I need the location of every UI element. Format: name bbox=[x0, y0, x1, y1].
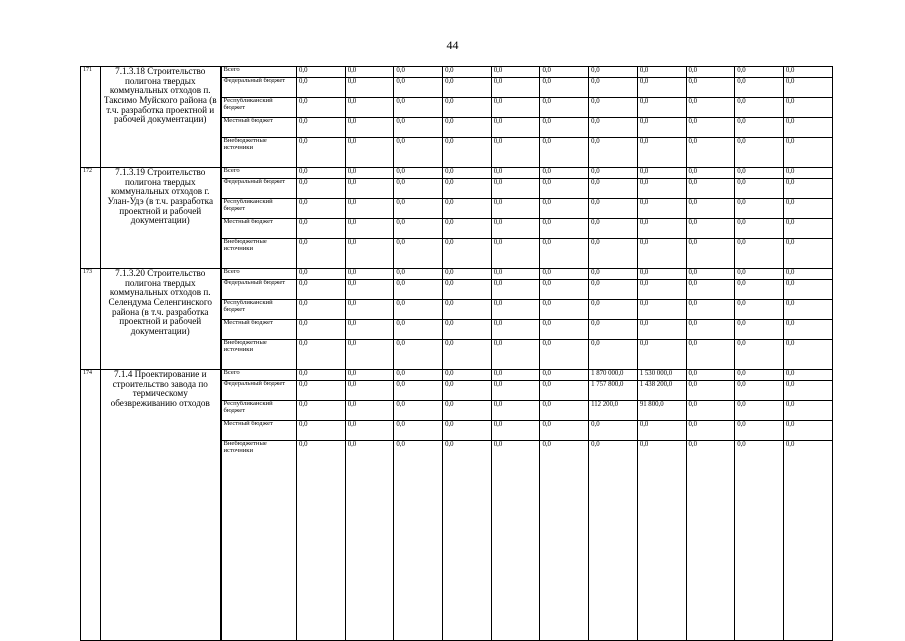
amount-cell: 0,0 bbox=[589, 441, 638, 641]
amount-cell: 0,0 bbox=[735, 168, 784, 179]
amount-cell: 0,0 bbox=[443, 67, 492, 78]
amount-cell: 0,0 bbox=[297, 370, 346, 381]
amount-cell: 0,0 bbox=[394, 179, 443, 199]
amount-cell: 0,0 bbox=[735, 421, 784, 441]
amount-cell: 0,0 bbox=[686, 269, 735, 280]
amount-cell: 0,0 bbox=[783, 118, 832, 138]
amount-cell: 0,0 bbox=[783, 300, 832, 320]
amount-cell: 0,0 bbox=[491, 118, 540, 138]
amount-cell: 0,0 bbox=[735, 78, 784, 98]
amount-cell: 0,0 bbox=[540, 67, 589, 78]
measure-name: 7.1.4 Проектирование и строительство завода по термическому обезвреживанию отходов bbox=[101, 370, 221, 641]
amount-cell: 0,0 bbox=[540, 421, 589, 441]
funding-source: Внебюджетные источники bbox=[221, 138, 297, 168]
amount-cell: 0,0 bbox=[345, 269, 394, 280]
amount-cell: 0,0 bbox=[783, 421, 832, 441]
amount-cell: 0,0 bbox=[783, 98, 832, 118]
amount-cell: 0,0 bbox=[491, 370, 540, 381]
amount-cell: 0,0 bbox=[394, 381, 443, 401]
amount-cell: 0,0 bbox=[297, 421, 346, 441]
amount-cell: 0,0 bbox=[735, 300, 784, 320]
amount-cell: 0,0 bbox=[686, 67, 735, 78]
funding-source: Внебюджетные источники bbox=[221, 340, 297, 370]
amount-cell: 0,0 bbox=[540, 401, 589, 421]
amount-cell: 0,0 bbox=[491, 269, 540, 280]
amount-cell: 0,0 bbox=[735, 199, 784, 219]
amount-cell: 1 438 200,0 bbox=[637, 381, 686, 401]
amount-cell: 0,0 bbox=[783, 340, 832, 370]
amount-cell: 0,0 bbox=[589, 269, 638, 280]
amount-cell: 0,0 bbox=[443, 269, 492, 280]
funding-source: Республиканский бюджет bbox=[221, 300, 297, 320]
amount-cell: 0,0 bbox=[735, 67, 784, 78]
amount-cell: 0,0 bbox=[783, 138, 832, 168]
amount-cell: 0,0 bbox=[589, 280, 638, 300]
measure-name: 7.1.3.20 Строительство полигона твердых коммунальных отходов п. Селендума Селенгинского района (в т.ч. разработка проектной и рабочей документации) bbox=[101, 269, 221, 370]
amount-cell: 0,0 bbox=[686, 441, 735, 641]
amount-cell: 0,0 bbox=[540, 239, 589, 269]
amount-cell: 0,0 bbox=[540, 78, 589, 98]
amount-cell: 0,0 bbox=[540, 340, 589, 370]
amount-cell: 0,0 bbox=[394, 168, 443, 179]
amount-cell: 0,0 bbox=[443, 118, 492, 138]
amount-cell: 0,0 bbox=[637, 441, 686, 641]
amount-cell: 0,0 bbox=[443, 98, 492, 118]
amount-cell: 0,0 bbox=[637, 179, 686, 199]
measure-name: 7.1.3.19 Строительство полигона твердых коммунальных отходов г. Улан-Удэ (в т.ч. разработка проектной и рабочей документации) bbox=[101, 168, 221, 269]
amount-cell: 0,0 bbox=[443, 179, 492, 199]
amount-cell: 0,0 bbox=[394, 199, 443, 219]
amount-cell: 0,0 bbox=[589, 199, 638, 219]
amount-cell: 0,0 bbox=[443, 280, 492, 300]
amount-cell: 0,0 bbox=[297, 138, 346, 168]
amount-cell: 0,0 bbox=[491, 67, 540, 78]
amount-cell: 0,0 bbox=[540, 300, 589, 320]
amount-cell: 0,0 bbox=[394, 320, 443, 340]
amount-cell: 0,0 bbox=[686, 168, 735, 179]
amount-cell: 0,0 bbox=[394, 441, 443, 641]
amount-cell: 0,0 bbox=[783, 280, 832, 300]
amount-cell: 0,0 bbox=[443, 381, 492, 401]
funding-source: Местный бюджет bbox=[221, 320, 297, 340]
funding-source: Внебюджетные источники bbox=[221, 239, 297, 269]
amount-cell: 0,0 bbox=[297, 381, 346, 401]
amount-cell: 0,0 bbox=[443, 320, 492, 340]
amount-cell: 0,0 bbox=[394, 421, 443, 441]
funding-source: Республиканский бюджет bbox=[221, 98, 297, 118]
amount-cell: 0,0 bbox=[783, 168, 832, 179]
measure-name: 7.1.3.18 Строительство полигона твердых коммунальных отходов п. Таксимо Муйского района (в т.ч. разработка проектной и рабочей документации) bbox=[101, 67, 221, 168]
amount-cell: 0,0 bbox=[345, 421, 394, 441]
amount-cell: 0,0 bbox=[491, 300, 540, 320]
budget-table bbox=[80, 66, 833, 641]
amount-cell: 0,0 bbox=[491, 98, 540, 118]
amount-cell: 0,0 bbox=[783, 219, 832, 239]
amount-cell: 0,0 bbox=[394, 401, 443, 421]
amount-cell: 0,0 bbox=[735, 269, 784, 280]
amount-cell: 0,0 bbox=[443, 401, 492, 421]
amount-cell: 0,0 bbox=[345, 370, 394, 381]
amount-cell: 0,0 bbox=[394, 269, 443, 280]
amount-cell: 0,0 bbox=[783, 78, 832, 98]
amount-cell: 0,0 bbox=[589, 300, 638, 320]
row-number: 171 bbox=[81, 67, 101, 168]
amount-cell: 0,0 bbox=[686, 381, 735, 401]
amount-cell: 0,0 bbox=[394, 98, 443, 118]
table-body bbox=[81, 67, 833, 641]
amount-cell: 0,0 bbox=[686, 280, 735, 300]
amount-cell: 0,0 bbox=[443, 199, 492, 219]
funding-source: Федеральный бюджет bbox=[221, 381, 297, 401]
funding-source: Федеральный бюджет bbox=[221, 78, 297, 98]
amount-cell: 0,0 bbox=[783, 179, 832, 199]
amount-cell: 0,0 bbox=[735, 401, 784, 421]
table-row bbox=[81, 168, 833, 179]
amount-cell: 0,0 bbox=[297, 280, 346, 300]
amount-cell: 0,0 bbox=[297, 219, 346, 239]
amount-cell: 0,0 bbox=[637, 239, 686, 269]
amount-cell: 0,0 bbox=[345, 199, 394, 219]
amount-cell: 0,0 bbox=[345, 78, 394, 98]
amount-cell: 0,0 bbox=[540, 370, 589, 381]
amount-cell: 0,0 bbox=[345, 138, 394, 168]
amount-cell: 0,0 bbox=[345, 381, 394, 401]
amount-cell: 0,0 bbox=[394, 219, 443, 239]
amount-cell: 0,0 bbox=[735, 138, 784, 168]
amount-cell: 0,0 bbox=[637, 168, 686, 179]
amount-cell: 0,0 bbox=[589, 98, 638, 118]
amount-cell: 0,0 bbox=[637, 219, 686, 239]
amount-cell: 0,0 bbox=[783, 239, 832, 269]
amount-cell: 0,0 bbox=[491, 441, 540, 641]
amount-cell: 0,0 bbox=[491, 401, 540, 421]
amount-cell: 0,0 bbox=[735, 98, 784, 118]
amount-cell: 0,0 bbox=[686, 179, 735, 199]
amount-cell: 112 200,0 bbox=[589, 401, 638, 421]
amount-cell: 0,0 bbox=[297, 78, 346, 98]
amount-cell: 0,0 bbox=[443, 441, 492, 641]
amount-cell: 0,0 bbox=[589, 67, 638, 78]
amount-cell: 0,0 bbox=[345, 340, 394, 370]
amount-cell: 0,0 bbox=[735, 219, 784, 239]
funding-source: Местный бюджет bbox=[221, 219, 297, 239]
amount-cell: 0,0 bbox=[491, 280, 540, 300]
amount-cell: 0,0 bbox=[297, 441, 346, 641]
amount-cell: 0,0 bbox=[394, 340, 443, 370]
amount-cell: 0,0 bbox=[589, 421, 638, 441]
amount-cell: 0,0 bbox=[686, 401, 735, 421]
amount-cell: 0,0 bbox=[540, 199, 589, 219]
amount-cell: 0,0 bbox=[589, 219, 638, 239]
row-number: 174 bbox=[81, 370, 101, 641]
funding-source: Местный бюджет bbox=[221, 118, 297, 138]
amount-cell: 0,0 bbox=[491, 320, 540, 340]
amount-cell: 0,0 bbox=[589, 179, 638, 199]
funding-source: Всего bbox=[221, 370, 297, 381]
amount-cell: 0,0 bbox=[686, 340, 735, 370]
funding-source: Всего bbox=[221, 269, 297, 280]
amount-cell: 0,0 bbox=[735, 280, 784, 300]
table-row bbox=[81, 269, 833, 280]
amount-cell: 0,0 bbox=[394, 78, 443, 98]
amount-cell: 0,0 bbox=[686, 239, 735, 269]
amount-cell: 0,0 bbox=[297, 67, 346, 78]
amount-cell: 0,0 bbox=[394, 370, 443, 381]
amount-cell: 0,0 bbox=[783, 441, 832, 641]
amount-cell: 0,0 bbox=[540, 168, 589, 179]
amount-cell: 0,0 bbox=[589, 78, 638, 98]
amount-cell: 0,0 bbox=[637, 199, 686, 219]
amount-cell: 0,0 bbox=[686, 219, 735, 239]
amount-cell: 0,0 bbox=[589, 340, 638, 370]
amount-cell: 0,0 bbox=[443, 421, 492, 441]
amount-cell: 0,0 bbox=[491, 340, 540, 370]
table-row bbox=[81, 370, 833, 381]
amount-cell: 0,0 bbox=[345, 320, 394, 340]
funding-source: Республиканский бюджет bbox=[221, 199, 297, 219]
funding-source: Местный бюджет bbox=[221, 421, 297, 441]
amount-cell: 0,0 bbox=[637, 340, 686, 370]
amount-cell: 0,0 bbox=[345, 441, 394, 641]
amount-cell: 0,0 bbox=[637, 118, 686, 138]
amount-cell: 0,0 bbox=[345, 401, 394, 421]
amount-cell: 0,0 bbox=[589, 138, 638, 168]
row-number: 173 bbox=[81, 269, 101, 370]
amount-cell: 0,0 bbox=[297, 320, 346, 340]
amount-cell: 1 530 000,0 bbox=[637, 370, 686, 381]
funding-source: Всего bbox=[221, 168, 297, 179]
amount-cell: 0,0 bbox=[686, 300, 735, 320]
amount-cell: 0,0 bbox=[491, 78, 540, 98]
amount-cell: 0,0 bbox=[783, 199, 832, 219]
amount-cell: 0,0 bbox=[443, 370, 492, 381]
amount-cell: 0,0 bbox=[637, 98, 686, 118]
amount-cell: 0,0 bbox=[637, 421, 686, 441]
amount-cell: 0,0 bbox=[637, 280, 686, 300]
amount-cell: 0,0 bbox=[394, 239, 443, 269]
amount-cell: 0,0 bbox=[686, 78, 735, 98]
amount-cell: 0,0 bbox=[686, 421, 735, 441]
amount-cell: 0,0 bbox=[394, 138, 443, 168]
amount-cell: 0,0 bbox=[540, 138, 589, 168]
amount-cell: 0,0 bbox=[686, 118, 735, 138]
amount-cell: 0,0 bbox=[637, 78, 686, 98]
amount-cell: 0,0 bbox=[686, 98, 735, 118]
amount-cell: 0,0 bbox=[443, 300, 492, 320]
amount-cell: 1 870 000,0 bbox=[589, 370, 638, 381]
amount-cell: 0,0 bbox=[345, 118, 394, 138]
amount-cell: 0,0 bbox=[735, 239, 784, 269]
amount-cell: 0,0 bbox=[297, 269, 346, 280]
amount-cell: 0,0 bbox=[540, 269, 589, 280]
amount-cell: 0,0 bbox=[345, 300, 394, 320]
amount-cell: 0,0 bbox=[297, 239, 346, 269]
amount-cell: 0,0 bbox=[443, 78, 492, 98]
amount-cell: 0,0 bbox=[589, 320, 638, 340]
amount-cell: 0,0 bbox=[345, 67, 394, 78]
page-number: 44 bbox=[446, 38, 459, 52]
amount-cell: 0,0 bbox=[394, 300, 443, 320]
funding-source: Федеральный бюджет bbox=[221, 179, 297, 199]
amount-cell: 0,0 bbox=[491, 168, 540, 179]
amount-cell: 0,0 bbox=[686, 199, 735, 219]
table-row bbox=[81, 67, 833, 78]
amount-cell: 0,0 bbox=[637, 269, 686, 280]
funding-source: Внебюджетные источники bbox=[221, 441, 297, 641]
amount-cell: 0,0 bbox=[637, 320, 686, 340]
amount-cell: 0,0 bbox=[297, 179, 346, 199]
amount-cell: 0,0 bbox=[783, 370, 832, 381]
amount-cell: 0,0 bbox=[491, 239, 540, 269]
amount-cell: 0,0 bbox=[735, 340, 784, 370]
amount-cell: 0,0 bbox=[297, 168, 346, 179]
amount-cell: 0,0 bbox=[735, 381, 784, 401]
amount-cell: 0,0 bbox=[297, 300, 346, 320]
amount-cell: 0,0 bbox=[686, 370, 735, 381]
amount-cell: 0,0 bbox=[443, 239, 492, 269]
amount-cell: 0,0 bbox=[491, 219, 540, 239]
funding-source: Всего bbox=[221, 67, 297, 78]
amount-cell: 0,0 bbox=[491, 381, 540, 401]
funding-source: Федеральный бюджет bbox=[221, 280, 297, 300]
amount-cell: 91 800,0 bbox=[637, 401, 686, 421]
amount-cell: 0,0 bbox=[735, 179, 784, 199]
amount-cell: 0,0 bbox=[637, 138, 686, 168]
amount-cell: 0,0 bbox=[443, 138, 492, 168]
amount-cell: 0,0 bbox=[345, 219, 394, 239]
amount-cell: 0,0 bbox=[297, 199, 346, 219]
amount-cell: 0,0 bbox=[297, 340, 346, 370]
amount-cell: 0,0 bbox=[394, 280, 443, 300]
amount-cell: 0,0 bbox=[491, 199, 540, 219]
amount-cell: 0,0 bbox=[735, 370, 784, 381]
amount-cell: 0,0 bbox=[783, 381, 832, 401]
amount-cell: 0,0 bbox=[735, 118, 784, 138]
amount-cell: 0,0 bbox=[345, 179, 394, 199]
amount-cell: 0,0 bbox=[589, 239, 638, 269]
amount-cell: 0,0 bbox=[540, 179, 589, 199]
amount-cell: 0,0 bbox=[637, 67, 686, 78]
amount-cell: 0,0 bbox=[297, 401, 346, 421]
amount-cell: 0,0 bbox=[443, 340, 492, 370]
amount-cell: 0,0 bbox=[540, 219, 589, 239]
amount-cell: 0,0 bbox=[491, 421, 540, 441]
amount-cell: 0,0 bbox=[394, 67, 443, 78]
amount-cell: 0,0 bbox=[540, 441, 589, 641]
amount-cell: 0,0 bbox=[783, 269, 832, 280]
amount-cell: 0,0 bbox=[345, 280, 394, 300]
amount-cell: 0,0 bbox=[783, 67, 832, 78]
amount-cell: 0,0 bbox=[686, 138, 735, 168]
amount-cell: 0,0 bbox=[491, 138, 540, 168]
amount-cell: 0,0 bbox=[735, 320, 784, 340]
amount-cell: 0,0 bbox=[443, 168, 492, 179]
amount-cell: 0,0 bbox=[783, 320, 832, 340]
amount-cell: 0,0 bbox=[589, 118, 638, 138]
funding-source: Республиканский бюджет bbox=[221, 401, 297, 421]
amount-cell: 0,0 bbox=[297, 98, 346, 118]
amount-cell: 0,0 bbox=[540, 118, 589, 138]
amount-cell: 0,0 bbox=[686, 320, 735, 340]
amount-cell: 0,0 bbox=[637, 300, 686, 320]
amount-cell: 0,0 bbox=[540, 280, 589, 300]
amount-cell: 0,0 bbox=[540, 98, 589, 118]
amount-cell: 0,0 bbox=[491, 179, 540, 199]
amount-cell: 0,0 bbox=[297, 118, 346, 138]
amount-cell: 0,0 bbox=[589, 168, 638, 179]
amount-cell: 0,0 bbox=[345, 168, 394, 179]
amount-cell: 0,0 bbox=[735, 441, 784, 641]
row-number: 172 bbox=[81, 168, 101, 269]
amount-cell: 0,0 bbox=[345, 98, 394, 118]
amount-cell: 0,0 bbox=[783, 401, 832, 421]
amount-cell: 1 757 800,0 bbox=[589, 381, 638, 401]
amount-cell: 0,0 bbox=[540, 381, 589, 401]
amount-cell: 0,0 bbox=[443, 219, 492, 239]
amount-cell: 0,0 bbox=[540, 320, 589, 340]
amount-cell: 0,0 bbox=[394, 118, 443, 138]
amount-cell: 0,0 bbox=[345, 239, 394, 269]
